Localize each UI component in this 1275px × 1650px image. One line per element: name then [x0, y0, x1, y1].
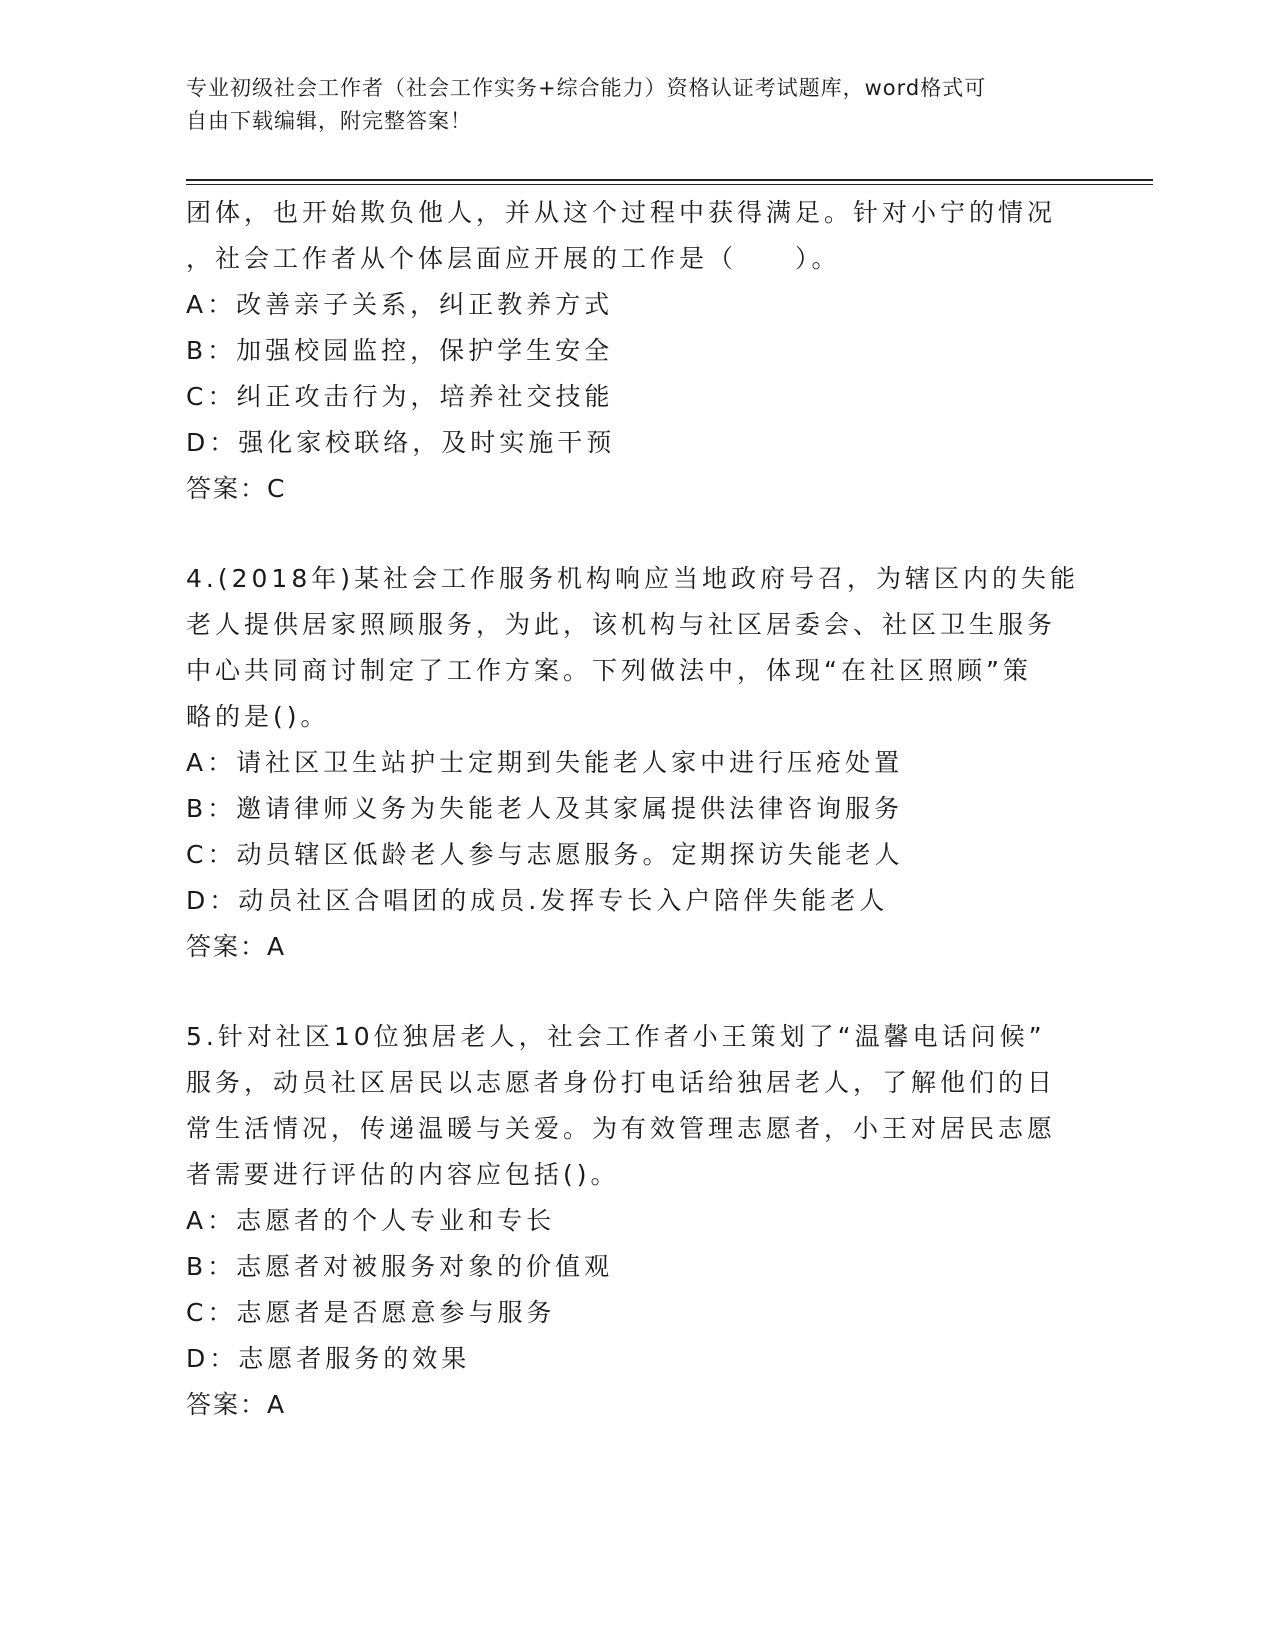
question-5-stem-line: 常生活情况，传递温暖与关爱。为有效管理志愿者，小王对居民志愿 [186, 1114, 1057, 1143]
question-5-stem-line: 服务，动员社区居民以志愿者身份打电话给独居老人，了解他们的日 [186, 1068, 1057, 1097]
question-3-option-d: D：强化家校联络，及时实施干预 [186, 428, 616, 457]
question-4 [186, 556, 1086, 970]
document-header [186, 72, 1086, 138]
question-5-option-b: B：志愿者对被服务对象的价值观 [186, 1252, 614, 1281]
question-4-stem-line: 老人提供居家照顾服务，为此，该机构与社区居委会、社区卫生服务 [186, 610, 1057, 639]
header-title-line-2: 自由下载编辑，附完整答案！ [186, 109, 472, 133]
question-3-option-b: B：加强校园监控，保护学生安全 [186, 336, 614, 365]
question-4-answer: 答案：A [186, 932, 287, 961]
question-4-option-d: D：动员社区合唱团的成员.发挥专长入户陪伴失能老人 [186, 886, 889, 915]
question-4-stem-line: 略的是()。 [186, 702, 330, 731]
question-5-option-a: A：志愿者的个人专业和专长 [186, 1206, 556, 1235]
question-4-stem-line: 中心共同商讨制定了工作方案。下列做法中，体现“在社区照顾”策 [186, 656, 1032, 685]
header-title-line-1: 专业初级社会工作者（社会工作实务+综合能力）资格认证考试题库，word格式可 [186, 76, 987, 100]
question-3-stem-line: 团体，也开始欺负他人，并从这个过程中获得满足。针对小宁的情况 [186, 198, 1057, 227]
question-5-stem-line: 者需要进行评估的内容应包括()。 [186, 1160, 620, 1189]
question-4-stem-line: 4.(2018年)某社会工作服务机构响应当地政府号召，为辖区内的失能 [186, 564, 1079, 593]
question-3-answer: 答案：C [186, 474, 287, 503]
question-5-stem-line: 5.针对社区10位独居老人，社会工作者小王策划了“温馨电话问候” [186, 1022, 1046, 1051]
document-body [186, 190, 1086, 1428]
question-4-option-b: B：邀请律师义务为失能老人及其家属提供法律咨询服务 [186, 794, 904, 823]
question-4-option-c: C：动员辖区低龄老人参与志愿服务。定期探访失能老人 [186, 840, 904, 869]
header-divider-thin [186, 184, 1153, 185]
question-5-option-c: C：志愿者是否愿意参与服务 [186, 1298, 556, 1327]
question-4-option-a: A：请社区卫生站护士定期到失能老人家中进行压疮处置 [186, 748, 904, 777]
header-divider-thick [186, 179, 1153, 181]
question-3-option-a: A：改善亲子关系，纠正教养方式 [186, 290, 614, 319]
question-5-answer: 答案：A [186, 1390, 287, 1419]
question-3-stem-line: ，社会工作者从个体层面应开展的工作是（ ）。 [186, 244, 841, 273]
spacer [186, 970, 1086, 1014]
question-5 [186, 1014, 1086, 1428]
question-3-option-c: C：纠正攻击行为，培养社交技能 [186, 382, 614, 411]
question-5-option-d: D：志愿者服务的效果 [186, 1344, 471, 1373]
question-3 [186, 190, 1086, 512]
spacer [186, 512, 1086, 556]
